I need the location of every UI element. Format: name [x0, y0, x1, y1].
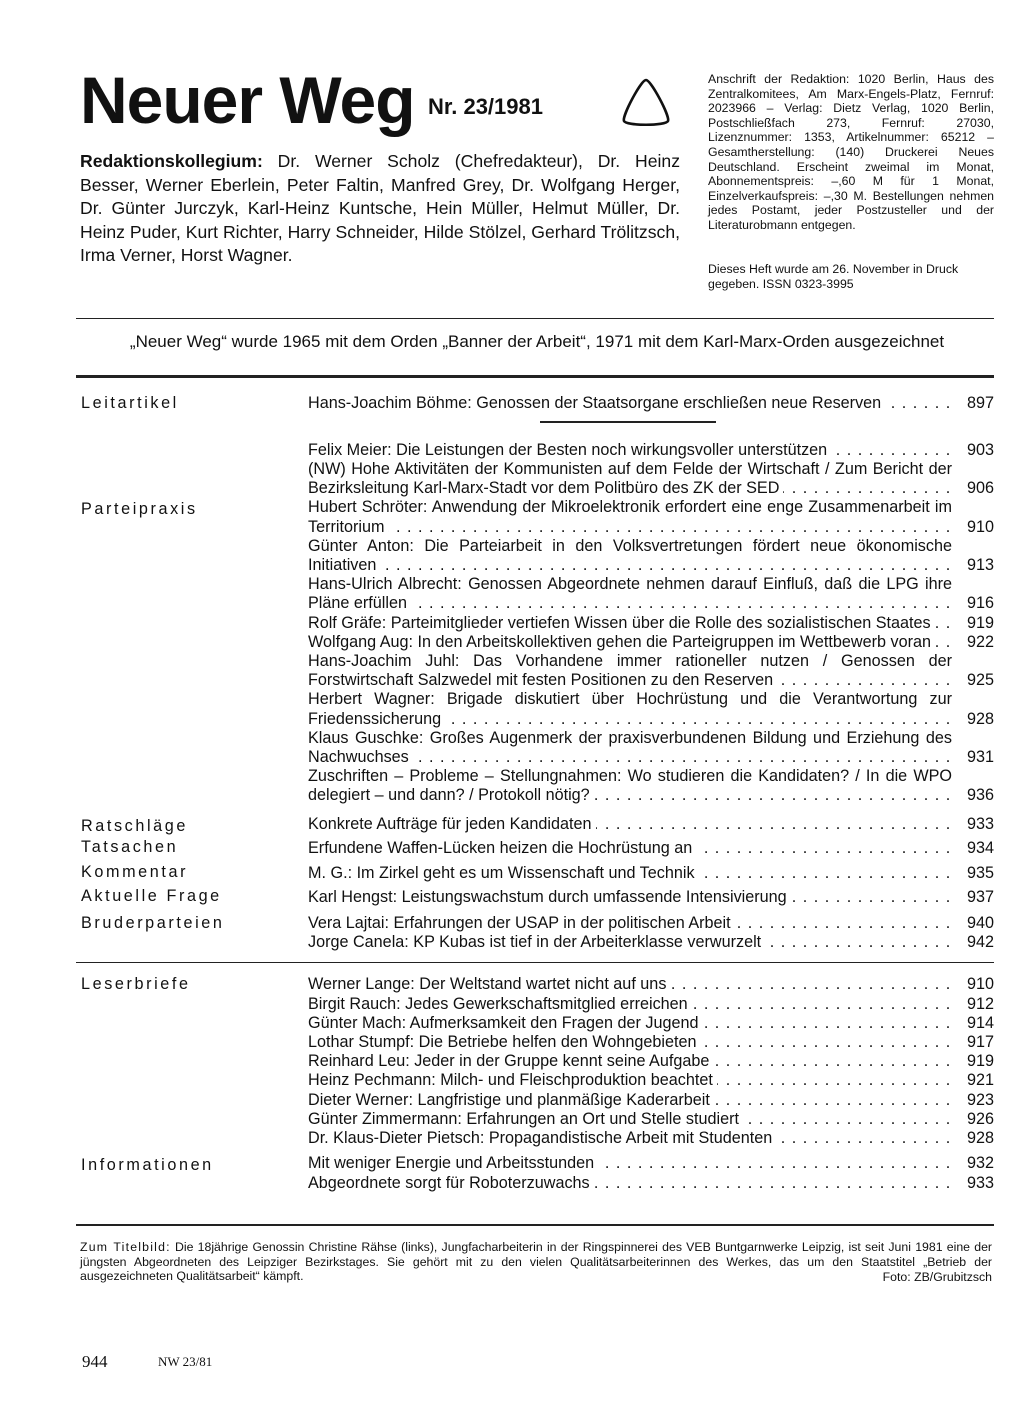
- toc-entry[interactable]: Hubert Schröter: Anwendung der Mikroelektronik erfordert eine enge Zusammenarbeit im Territorium . . . 910: [308, 498, 994, 536]
- issue-ref: NW 23/81: [158, 1354, 213, 1369]
- toc-entry[interactable]: Hans-Ulrich Albrecht: Genossen Abgeordnete nehmen darauf Einfluß, daß die LPG ihre Pläne erfüllen . . . 916: [308, 575, 994, 613]
- toc-entry[interactable]: Zuschriften – Probleme – Stellungnahmen: Wo studieren die Kandidaten? / In die WPO delegiert – und dann? / Protokoll nötig? . . . 936: [308, 767, 994, 805]
- page-ref: 919: [966, 613, 994, 632]
- page-ref: 910: [966, 517, 994, 536]
- section-informationen: [76, 1154, 994, 1192]
- toc-entry[interactable]: Hans-Joachim Böhme: Genossen der Staatsorgane erschließen neue Reserven . . . 897: [308, 394, 994, 413]
- page-ref: 926: [966, 1109, 994, 1128]
- photo-credit: Foto: ZB/Grubitzsch: [882, 1270, 992, 1284]
- page-ref: 922: [966, 632, 994, 651]
- toc-entry[interactable]: M. G.: Im Zirkel geht es um Wissenschaft und Technik . . . 935: [308, 861, 994, 886]
- page-ref: 935: [966, 863, 994, 882]
- imprint-text: Anschrift der Redaktion: 1020 Berlin, Haus des Zentralkomitees, Am Marx-Engels-Platz, Fernruf: 2023966 – Verlag: Dietz Verlag, 1020 Berlin, Postschließfach 273, Fernruf: 27030, Lizenznummer: 1353, Artikelnummer: 65212 – Gesamtherstellung: (140) Druckerei Neues Deutschland. Erscheint zweimal im Monat, Abonnementspreis: –,60 M für 1 Monat, Einzelverkaufspreis: –,30 M. Bestellungen nehmen jedes Postamt, jeder Postzusteller und der Literaturobmann entgegen.: [708, 72, 994, 232]
- toc-top-divider: [76, 375, 994, 378]
- toc-divider: [76, 962, 994, 964]
- section-label: Tatsachen: [81, 838, 179, 857]
- award-line: „Neuer Weg“ wurde 1965 mit dem Orden „Banner der Arbeit“, 1971 mit dem Karl-Marx-Orden ausgezeichnet: [129, 332, 945, 351]
- section-label: Leitartikel: [81, 394, 179, 412]
- page-ref: 940: [966, 913, 994, 932]
- toc-entry[interactable]: Birgit Rauch: Jedes Gewerkschaftsmitglied erreichen . . . 912: [308, 995, 994, 1014]
- toc-entry[interactable]: Karl Hengst: Leistungswachstum durch umfassende Intensivierung . . . 937: [308, 885, 994, 910]
- page-ref: 933: [966, 1173, 994, 1192]
- toc-entry[interactable]: (NW) Hohe Aktivitäten der Kommunisten auf dem Felde der Wirtschaft / Zum Bericht der Bezirksleitung Karl-Marx-Stadt vor dem Politbüro des ZK der SED . . . 906: [308, 460, 994, 498]
- toc-entry[interactable]: Mit weniger Energie und Arbeitsstunden . . . 932: [308, 1154, 994, 1173]
- section-kommentar: [76, 861, 994, 886]
- section-ratschlaege: [76, 812, 994, 837]
- section-label: Bruderparteien: [81, 913, 225, 932]
- page-ref: 921: [966, 1071, 994, 1090]
- toc-entry[interactable]: Werner Lange: Der Weltstand wartet nicht auf uns . . . 910: [308, 975, 994, 994]
- toc-entry[interactable]: Dr. Klaus-Dieter Pietsch: Propagandistische Arbeit mit Studenten . . . 928: [308, 1129, 994, 1148]
- page-ref: 932: [966, 1154, 994, 1173]
- editorial-board: [80, 150, 680, 268]
- page-ref: 914: [966, 1013, 994, 1032]
- toc-entry[interactable]: Dieter Werner: Langfristige und planmäßige Kaderarbeit . . . 923: [308, 1091, 994, 1110]
- toc-entry[interactable]: Günter Anton: Die Parteiarbeit in den Volksvertretungen fördert neue ökonomische Initiativen . . . 913: [308, 537, 994, 575]
- page-ref: 906: [966, 479, 994, 498]
- toc-entry[interactable]: Reinhard Leu: Jeder in der Gruppe kennt seine Aufgabe . . . 919: [308, 1052, 994, 1071]
- toc-entry[interactable]: Wolfgang Aug: In den Arbeitskollektiven gehen die Parteigruppen im Wettbewerb voran . . . 922: [308, 633, 994, 652]
- toc-entry[interactable]: Erfundene Waffen-Lücken heizen die Hochrüstung an . . . 934: [308, 836, 994, 861]
- page-ref: 913: [966, 555, 994, 574]
- toc-entry[interactable]: Günter Mach: Aufmerksamkeit den Fragen der Jugend . . . 914: [308, 1014, 994, 1033]
- issue-number: Nr. 23/1981: [428, 94, 543, 119]
- section-wirtschaft: [76, 441, 994, 499]
- section-label: Parteipraxis: [81, 500, 198, 519]
- section-label: Informationen: [81, 1156, 214, 1175]
- toc-entry[interactable]: Heinz Pechmann: Milch- und Fleischproduktion beachtet . . . 921: [308, 1071, 994, 1090]
- page-ref: 912: [966, 994, 994, 1013]
- section-label: Aktuelle Frage: [81, 887, 222, 906]
- page-ref: 928: [966, 1129, 994, 1148]
- page-ref: 917: [966, 1033, 994, 1052]
- page-ref: 936: [966, 786, 994, 805]
- page-ref: 916: [966, 594, 994, 613]
- toc-entry[interactable]: Hans-Joachim Juhl: Das Vorhandene immer rationeller nutzen / Genossen der Forstwirtschaft Salzwedel mit festen Positionen zu den Reserven . . . 925: [308, 652, 994, 690]
- editorial-label: Redaktionskollegium:: [80, 151, 263, 171]
- page-ref: 928: [966, 709, 994, 728]
- section-leserbriefe: [76, 975, 994, 1148]
- section-leitartikel: [76, 394, 994, 413]
- toc-entry[interactable]: Günter Zimmermann: Erfahrungen an Ort und Stelle studiert . . . 926: [308, 1110, 994, 1129]
- caption-label: Zum Titelbild:: [80, 1240, 171, 1254]
- page-ref: 910: [966, 975, 994, 994]
- cover-caption: [80, 1240, 992, 1284]
- print-note: Dieses Heft wurde am 26. November in Druck gegeben. ISSN 0323-3995: [708, 262, 959, 291]
- section-tatsachen: [76, 836, 994, 861]
- page-ref: 919: [966, 1052, 994, 1071]
- section-bruderparteien: [76, 910, 994, 952]
- page-ref: 934: [966, 839, 994, 858]
- toc-entry[interactable]: Herbert Wagner: Brigade diskutiert über Hochrüstung und die Verantwortung zur Friedenssicherung . . . 928: [308, 690, 994, 728]
- toc-entry[interactable]: Felix Meier: Die Leistungen der Besten noch wirkungsvoller unterstützen . . . 903: [308, 441, 994, 460]
- editorial-members: Dr. Werner Scholz (Chefredakteur), Dr. Heinz Besser, Werner Eberlein, Peter Faltin, Manfred Grey, Dr. Wolfgang Herger, Dr. Günter Jurczyk, Karl-Heinz Kuntsche, Hein Müller, Helmut Müller, Dr. Heinz Puder, Kurt Richter, Harry Schneider, Hilde Stölzel, Gerhard Trölitzsch, Irma Verner, Horst Wagner.: [80, 151, 681, 265]
- section-parteipraxis: [76, 498, 994, 805]
- toc-entry[interactable]: Jorge Canela: KP Kubas ist tief in der Arbeiterklasse verwurzelt . . . 942: [308, 933, 994, 952]
- section-label: Leserbriefe: [81, 975, 191, 994]
- magazine-title: Neuer Weg: [80, 63, 415, 137]
- toc-entry[interactable]: Abgeordnete sorgt für Roboterzuwachs . . . 933: [308, 1174, 994, 1193]
- section-label: Ratschläge: [81, 816, 188, 835]
- toc-entry[interactable]: Lothar Stumpf: Die Betriebe helfen den Wohngebieten . . . 917: [308, 1033, 994, 1052]
- short-divider: [540, 421, 716, 423]
- page-ref: 937: [966, 888, 994, 907]
- page-ref: 923: [966, 1090, 994, 1109]
- page-ref: 903: [966, 440, 994, 459]
- toc-entry[interactable]: Konkrete Aufträge für jeden Kandidaten . . . 933: [308, 812, 994, 837]
- page-ref: 897: [966, 394, 994, 412]
- caption-divider: [76, 1224, 994, 1226]
- toc-entry[interactable]: Rolf Gräfe: Parteimitglieder vertiefen Wissen über die Rolle des sozialistischen Staates . . . 919: [308, 614, 994, 633]
- section-aktuelle-frage: [76, 885, 994, 910]
- toc-entry[interactable]: Vera Lajtai: Erfahrungen der USAP in der politischen Arbeit . . . 940: [308, 910, 994, 933]
- caption-text: Die 18jährige Genossin Christine Rähse (links), Jungfacharbeiterin in der Ringspinnerei des VEB Buntgarnwerke Leipzig, ist seit Juni 1981 eine der jüngsten Abgeordneten des Leipziger Bezirkstages. Sie gehört mit zu den vielen Qualitätsarbeiterinnen des Werkes, das um den Staatstitel „Betrieb der ausgezeichneten Qualitätsarbeit“ kämpft.: [80, 1240, 993, 1284]
- page-ref: 925: [966, 671, 994, 690]
- page-ref: 931: [966, 747, 994, 766]
- triangle-logo-icon: [618, 76, 674, 128]
- page-ref: 933: [966, 814, 994, 833]
- top-divider: [76, 318, 994, 319]
- table-of-contents: [76, 394, 994, 1193]
- page-ref: 942: [966, 932, 994, 951]
- page-number: 944: [82, 1352, 108, 1371]
- toc-entry[interactable]: Klaus Guschke: Großes Augenmerk der praxisverbundenen Bildung und Erziehung des Nachwuchses . . . 931: [308, 729, 994, 767]
- section-label: Kommentar: [81, 862, 189, 881]
